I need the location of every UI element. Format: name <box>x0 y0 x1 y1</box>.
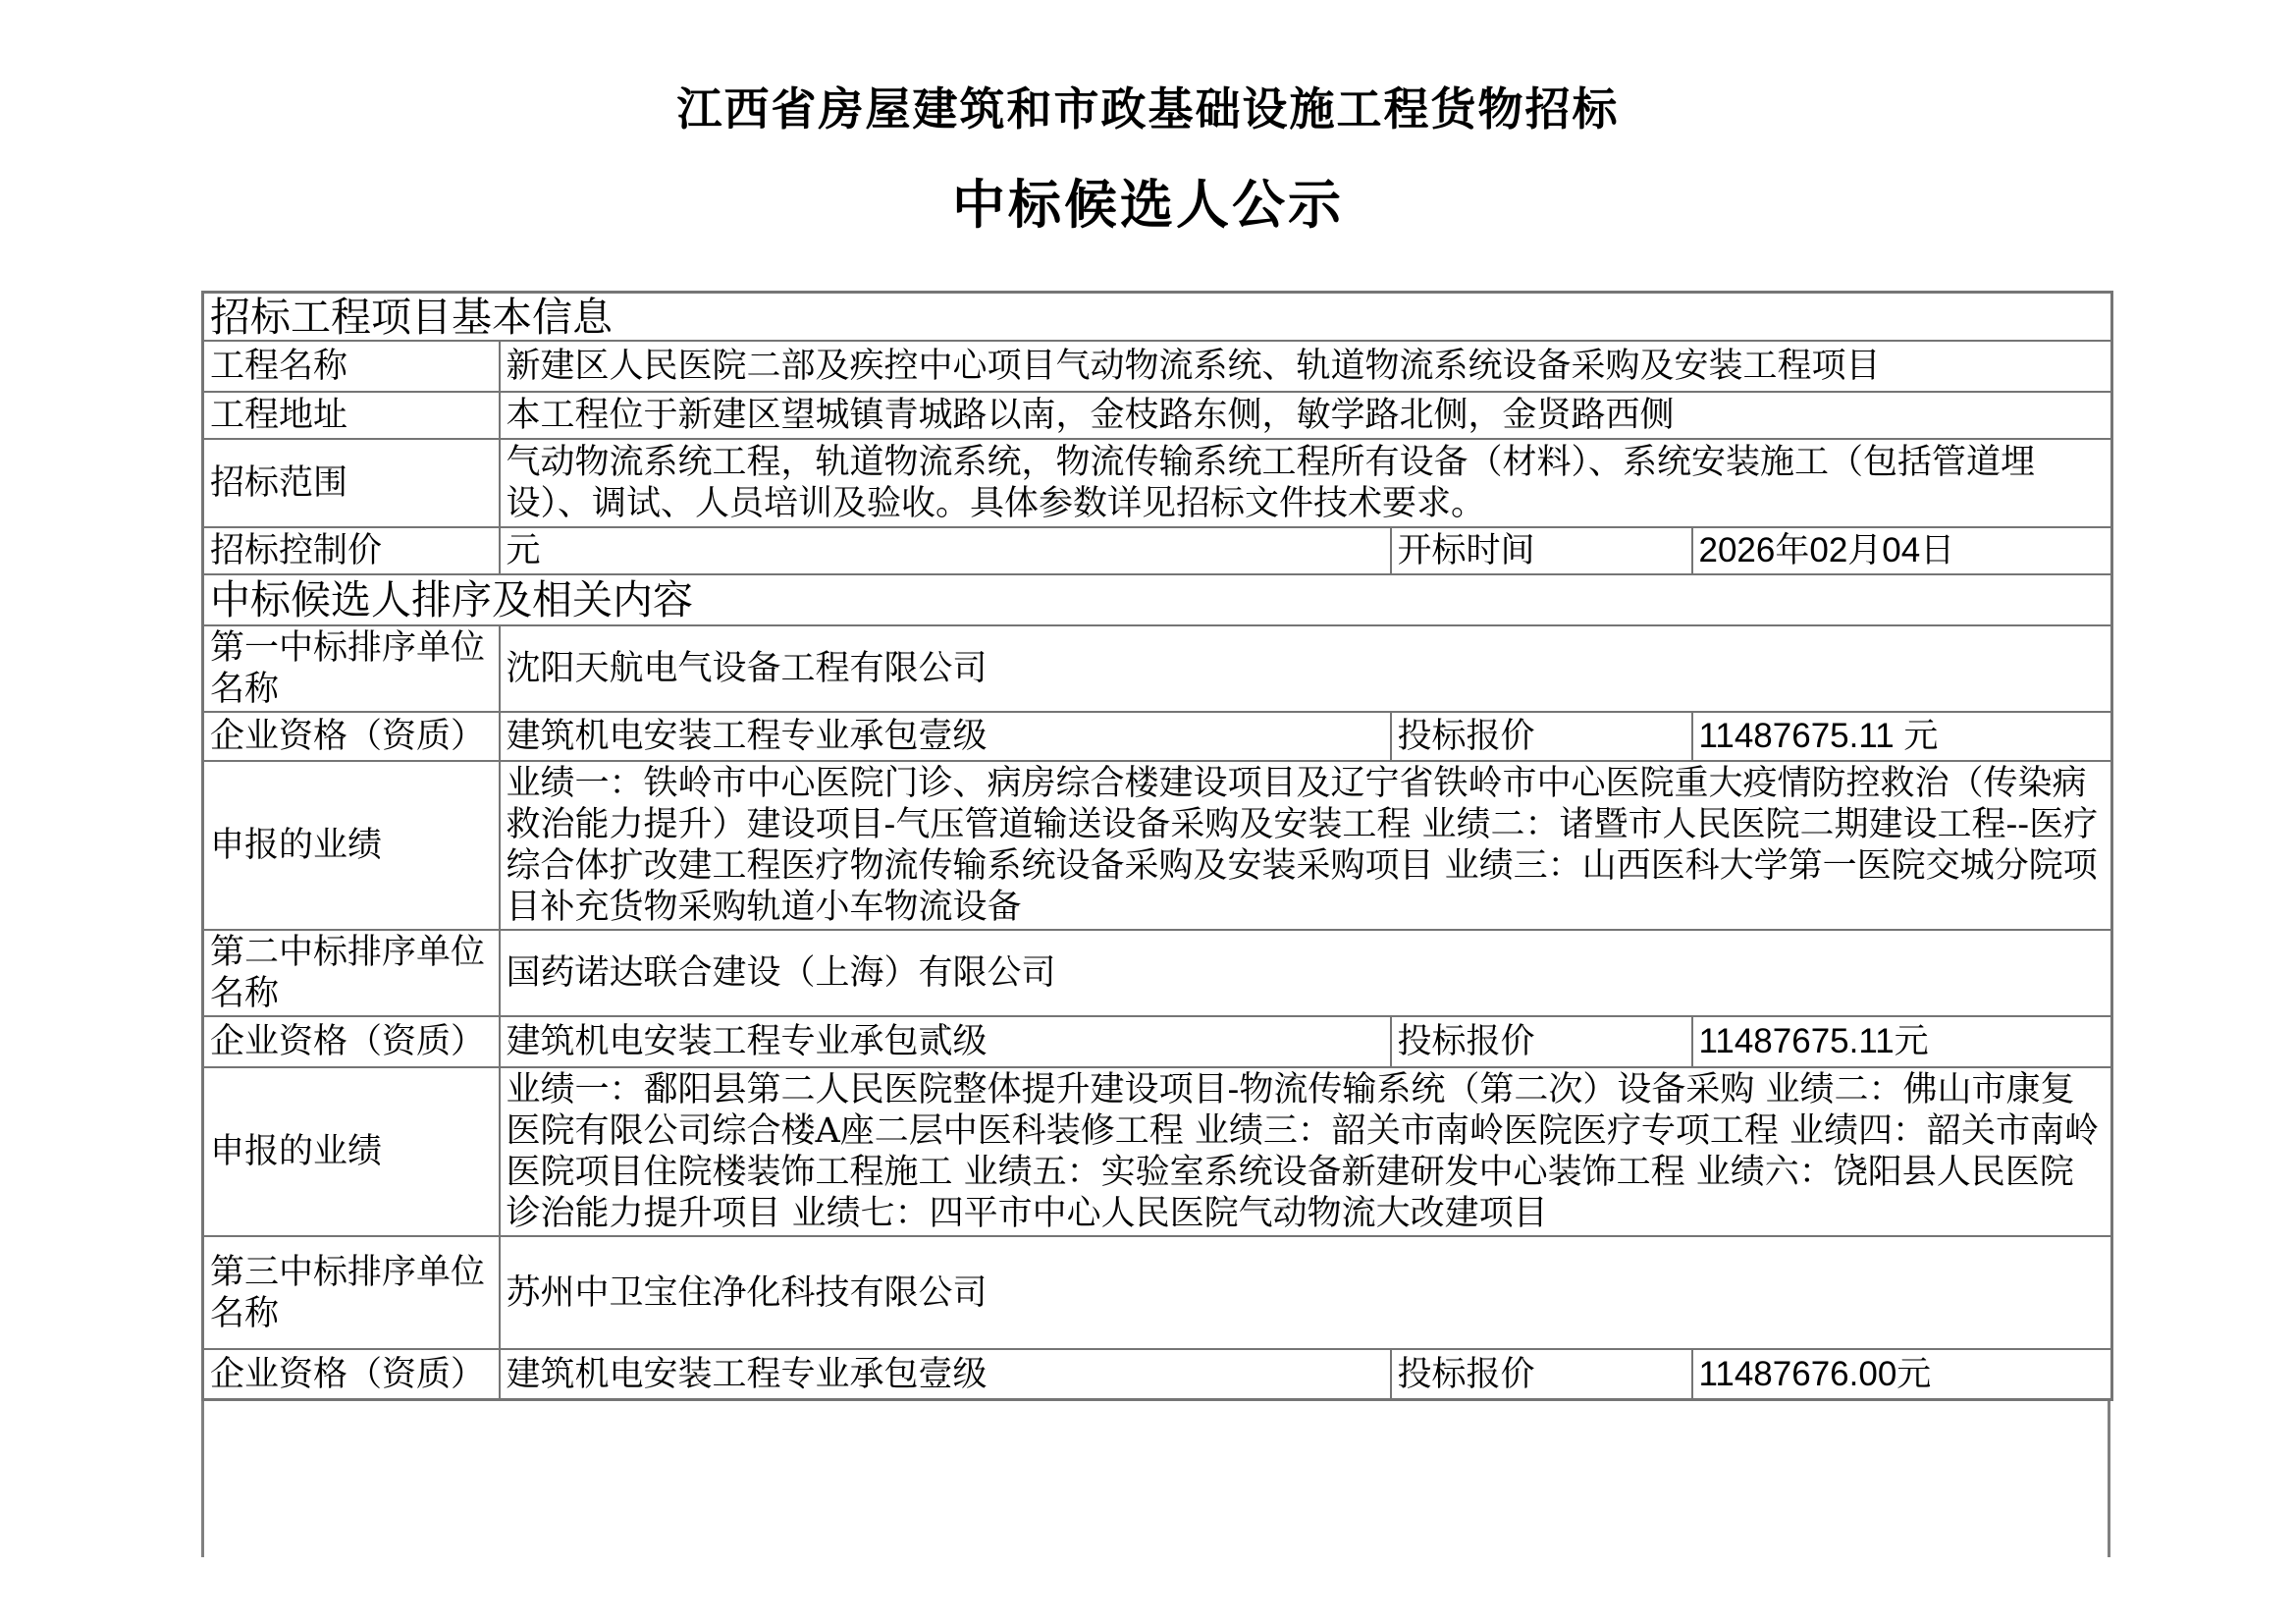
control-price-value: 元 <box>500 527 1391 574</box>
control-price-label: 招标控制价 <box>203 527 500 574</box>
page-subtitle: 中标候选人公示 <box>952 172 1344 236</box>
achievements1-label: 申报的业绩 <box>203 761 500 930</box>
rank1-company: 沈阳天航电气设备工程有限公司 <box>500 625 2112 712</box>
bid-announcement-table <box>201 291 2113 1401</box>
table-row <box>203 574 2112 625</box>
table-row <box>203 1067 2112 1236</box>
bid-price1-label: 投标报价 <box>1391 712 1692 761</box>
table-row <box>203 1349 2112 1399</box>
section-header-basic-info: 招标工程项目基本信息 <box>203 292 2112 341</box>
rank2-company: 国药诺达联合建设（上海）有限公司 <box>500 930 2112 1016</box>
bid-price2-value: 11487675.11元 <box>1692 1016 2112 1067</box>
achievements2-value: 业绩一：鄱阳县第二人民医院整体提升建设项目-物流传输系统（第二次）设备采购 业绩二：佛山市康复医院有限公司综合楼A座二层中医科装修工程 业绩三：韶关市南岭医院医疗专项工程 业绩四：韶关市南岭医院项目住院楼装饰工程施工 业绩五：实验室系统设备新建研发中心装饰工程 业绩六：饶阳县人民医院诊治能力提升项目 业绩七：四平市中心人民医院气动物流大改建项目 <box>500 1067 2112 1236</box>
table-row <box>203 1236 2112 1349</box>
bid-price3-label: 投标报价 <box>1391 1349 1692 1399</box>
table-row <box>203 439 2112 527</box>
open-time-value: 2026年02月04日 <box>1692 527 2112 574</box>
section-header-candidates: 中标候选人排序及相关内容 <box>203 574 2112 625</box>
table-row <box>203 1016 2112 1067</box>
rank3-company: 苏州中卫宝住净化科技有限公司 <box>500 1236 2112 1349</box>
open-time-label: 开标时间 <box>1391 527 1692 574</box>
qual1-label: 企业资格（资质） <box>203 712 500 761</box>
rank2-label: 第二中标排序单位名称 <box>203 930 500 1016</box>
bid-price1-value: 11487675.11 元 <box>1692 712 2112 761</box>
bid-price2-label: 投标报价 <box>1391 1016 1692 1067</box>
rank1-label: 第一中标排序单位名称 <box>203 625 500 712</box>
table-row <box>203 930 2112 1016</box>
table-row <box>203 712 2112 761</box>
qual2-value: 建筑机电安装工程专业承包贰级 <box>500 1016 1391 1067</box>
achievements2-label: 申报的业绩 <box>203 1067 500 1236</box>
table-row <box>203 341 2112 392</box>
table-row <box>203 392 2112 439</box>
project-name-label: 工程名称 <box>203 341 500 392</box>
project-address-value: 本工程位于新建区望城镇青城路以南，金枝路东侧，敏学路北侧，金贤路西侧 <box>500 392 2112 439</box>
table-row <box>203 527 2112 574</box>
bid-scope-label: 招标范围 <box>203 439 500 527</box>
qual2-label: 企业资格（资质） <box>203 1016 500 1067</box>
qual3-value: 建筑机电安装工程专业承包壹级 <box>500 1349 1391 1399</box>
achievements1-value: 业绩一：铁岭市中心医院门诊、病房综合楼建设项目及辽宁省铁岭市中心医院重大疫情防控救治（传染病救治能力提升）建设项目-气压管道输送设备采购及安装工程 业绩二：诸暨市人民医院二期建设工程--医疗综合体扩改建工程医疗物流传输系统设备采购及安装采购项目 业绩三：山西医科大学第一医院交城分院项目补充货物采购轨道小车物流设备 <box>500 761 2112 930</box>
qual1-value: 建筑机电安装工程专业承包壹级 <box>500 712 1391 761</box>
table-row <box>203 761 2112 930</box>
project-name-value: 新建区人民医院二部及疾控中心项目气动物流系统、轨道物流系统设备采购及安装工程项目 <box>500 341 2112 392</box>
table-continuation-cut-off <box>201 1401 2110 1557</box>
rank3-label: 第三中标排序单位名称 <box>203 1236 500 1349</box>
table-row <box>203 625 2112 712</box>
page-title: 江西省房屋建筑和市政基础设施工程货物招标 <box>676 82 1620 135</box>
qual3-label: 企业资格（资质） <box>203 1349 500 1399</box>
project-address-label: 工程地址 <box>203 392 500 439</box>
bid-scope-value: 气动物流系统工程，轨道物流系统，物流传输系统工程所有设备（材料）、系统安装施工（包括管道埋设）、调试、人员培训及验收。具体参数详见招标文件技术要求。 <box>500 439 2112 527</box>
bid-price3-value: 11487676.00元 <box>1692 1349 2112 1399</box>
table-row <box>203 292 2112 341</box>
